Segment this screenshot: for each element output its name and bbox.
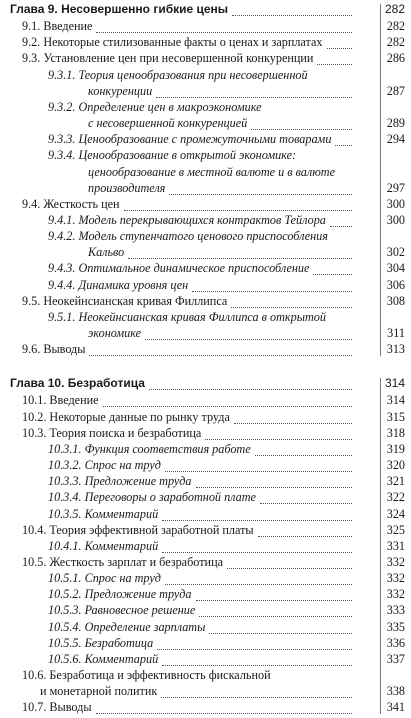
entry-title: 10.2. Некоторые данные по рынку труда [22, 409, 230, 424]
entry-title: 10.5.3. Равновесное решение [48, 603, 196, 618]
entry-title: 9.6. Выводы [22, 342, 86, 357]
entry-title: 9.5. Неокейнсианская кривая Филлипса [22, 293, 228, 308]
entry-title: 9.4.1. Модель перекрывающихся контрактов Тейлора [48, 212, 326, 227]
dot-leader [196, 587, 352, 601]
page-number: 313 [386, 342, 405, 357]
page-number: 300 [386, 212, 405, 227]
entry-title: 10.3.5. Комментарий [48, 506, 159, 521]
dot-leader [161, 684, 352, 698]
entry-title: 10.7. Выводы [22, 700, 92, 715]
chapter-title: Глава 9. Несовершенно гибкие цены [10, 2, 229, 16]
dot-leader [145, 326, 352, 340]
entry-title: 10.3. Теория поиска и безработица [22, 425, 202, 440]
entry-continuation-text: и монетарной политик [40, 684, 158, 699]
dot-leader [124, 197, 352, 211]
page-column-rule [380, 378, 381, 714]
page-number: 287 [386, 83, 405, 98]
page-number: 304 [386, 261, 405, 276]
dot-leader [260, 490, 352, 504]
section-entry[interactable] [0, 342, 411, 360]
dot-leader [96, 19, 352, 33]
section-entry[interactable] [0, 700, 411, 718]
page-number: 338 [386, 684, 405, 699]
dot-leader [128, 245, 352, 259]
entry-title: 9.3.2. Определение цен в макроэкономике [48, 99, 262, 114]
dot-leader [162, 652, 352, 666]
entry-continuation-text: с несовершенной конкуренцией [88, 116, 248, 131]
entry-title: 10.3.2. Спрос на труд [48, 458, 161, 473]
entry-continuation-text: конкуренции [88, 83, 153, 98]
page-number: 332 [386, 587, 405, 602]
page-number: 325 [386, 522, 405, 537]
dot-leader [96, 700, 352, 714]
entry-title: 10.3.4. Переговоры о заработной плате [48, 490, 256, 505]
chapter-heading[interactable] [0, 2, 411, 20]
page-number: 321 [386, 474, 405, 489]
dot-leader [234, 410, 352, 424]
dot-leader [251, 116, 352, 130]
dot-leader [169, 181, 352, 195]
entry-continuation-text: производителя [88, 180, 166, 195]
entry-title: 10.6. Безработица и эффективность фискальной [22, 668, 271, 682]
page-number: 318 [386, 425, 405, 440]
page-column-rule [380, 4, 381, 356]
entry-title: 10.5.5. Безработица [48, 635, 154, 650]
dot-leader [258, 523, 352, 537]
page-number: 341 [386, 700, 405, 715]
dot-leader [199, 603, 352, 617]
dot-leader [103, 393, 352, 407]
dot-leader [162, 507, 352, 521]
page-number: 315 [386, 409, 405, 424]
entry-title: 9.4.3. Оптимальное динамическое приспособление [48, 261, 310, 276]
page-number: 286 [386, 51, 405, 66]
chapter-heading[interactable] [0, 376, 411, 394]
page-number: 332 [386, 554, 405, 569]
page-number: 320 [386, 458, 405, 473]
dot-leader [209, 620, 352, 634]
entry-title: 9.1. Введение [22, 19, 93, 34]
dot-leader [162, 539, 352, 553]
entry-title: 10.4.1. Комментарий [48, 538, 159, 553]
dot-leader [232, 2, 352, 16]
entry-continuation-text: экономике [88, 326, 142, 340]
page-number: 308 [386, 293, 405, 308]
entry-title: 9.3. Установление цен при несовершенной конкуренции [22, 51, 314, 66]
dot-leader [157, 636, 352, 650]
dot-leader [330, 213, 352, 227]
page-number: 322 [386, 490, 405, 505]
entry-title: 10.5.6. Комментарий [48, 651, 159, 666]
entry-title: 10.1. Введение [22, 393, 99, 408]
entry-title: 9.5.1. Неокейнсианская кривая Филлипса в открытой [48, 309, 326, 324]
entry-title: 9.3.3. Ценообразование с промежуточными товарами [48, 132, 332, 147]
dot-leader [165, 458, 352, 472]
dot-leader [192, 278, 352, 292]
dot-leader [227, 555, 352, 569]
dot-leader [231, 294, 352, 308]
page-number: 282 [384, 2, 405, 16]
page-number: 333 [386, 603, 405, 618]
entry-title: 10.3.3. Предложение труда [48, 474, 192, 489]
page-number: 282 [386, 19, 405, 34]
dot-leader [156, 84, 352, 98]
page-number: 331 [386, 538, 405, 553]
page-number: 311 [387, 326, 405, 340]
page-number: 289 [386, 116, 405, 131]
page-number: 306 [386, 277, 405, 292]
dot-leader [149, 376, 352, 390]
entry-title: 9.4.4. Динамика уровня цен [48, 277, 189, 292]
dot-leader [317, 51, 352, 65]
page-number: 314 [386, 393, 405, 408]
entry-continuation-text: Кальво [88, 245, 125, 260]
entry-title: 10.3.1. Функция соответствия работе [48, 441, 251, 456]
entry-title: 10.5.4. Определение зарплаты [48, 619, 206, 634]
page-number: 302 [386, 245, 405, 260]
dot-leader [196, 474, 352, 488]
entry-title: 9.4. Жесткость цен [22, 196, 120, 211]
entry-title: 10.4. Теория эффективной заработной платы [22, 522, 254, 537]
page-number: 300 [386, 196, 405, 211]
dot-leader [165, 571, 352, 585]
dot-leader [327, 35, 353, 49]
page-number: 319 [386, 441, 405, 456]
entry-title: 10.5. Жесткость зарплат и безработица [22, 554, 223, 569]
dot-leader [335, 132, 352, 146]
page-number: 324 [386, 506, 405, 521]
page-number: 336 [386, 635, 405, 650]
entry-title: 9.3.1. Теория ценообразования при несовершенной [48, 67, 308, 82]
entry-continuation-text: ценообразование в местной валюте и в валюте [88, 164, 335, 179]
page-number: 337 [386, 651, 405, 666]
entry-title: 9.3.4. Ценообразование в открытой экономике: [48, 148, 297, 163]
page-number: 335 [386, 619, 405, 634]
dot-leader [205, 426, 352, 440]
page-number: 297 [386, 180, 405, 195]
entry-title: 9.2. Некоторые стилизованные факты о ценах и зарплатах [22, 35, 323, 50]
page-number: 282 [386, 35, 405, 50]
page-number: 294 [386, 132, 405, 147]
dot-leader [255, 442, 352, 456]
dot-leader [89, 342, 352, 356]
entry-title: 10.5.2. Предложение труда [48, 587, 192, 602]
page-number: 314 [384, 376, 405, 391]
entry-title: 9.4.2. Модель ступенчатого ценового приспособления [48, 229, 328, 244]
page-number: 332 [386, 571, 405, 586]
chapter-title: Глава 10. Безработица [10, 376, 145, 391]
dot-leader [313, 261, 352, 275]
entry-title: 10.5.1. Спрос на труд [48, 571, 161, 586]
